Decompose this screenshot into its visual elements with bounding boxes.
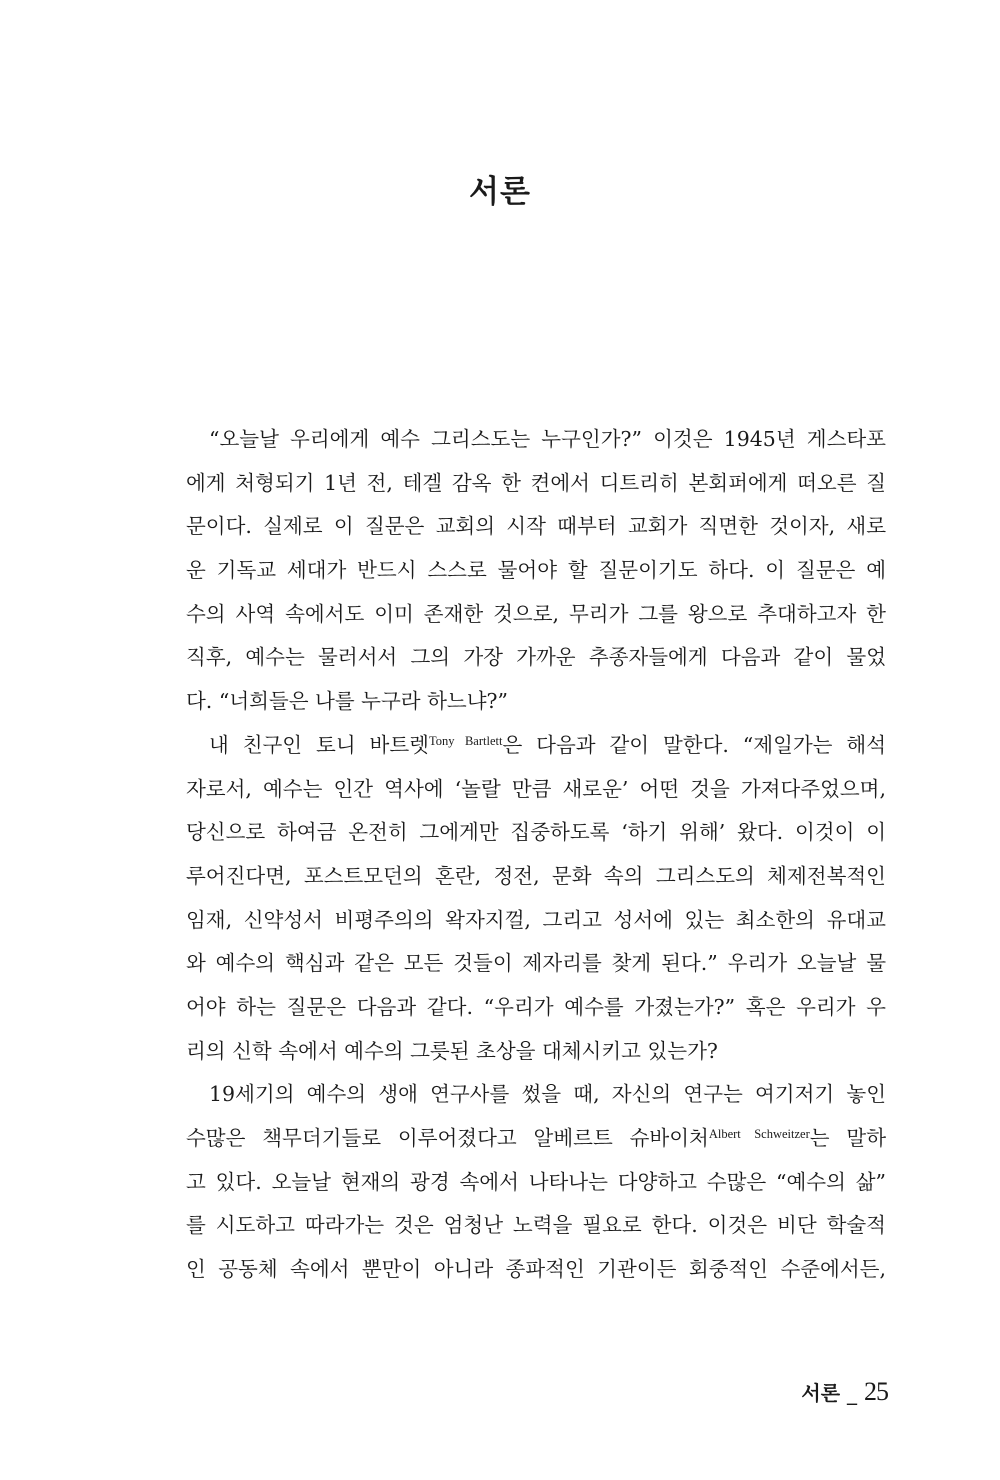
text-line: 운 기독교 세대가 반드시 스스로 물어야 할 질문이기도 하다. 이 질문은 예 <box>186 558 886 583</box>
text-line: 를 시도하고 따라가는 것은 엄청난 노력을 필요로 한다. 이것은 비단 학술적 <box>186 1213 886 1238</box>
text-line: 와 예수의 핵심과 같은 모든 것들이 제자리를 찾게 된다.” 우리가 오늘날 물 <box>186 951 886 976</box>
text-line: 다. “너희들은 나를 누구라 하느냐?” <box>186 689 508 714</box>
text-line: 루어진다면, 포스트모던의 혼란, 정전, 문화 속의 그리스도의 체제전복적인 <box>186 863 886 888</box>
paragraph-2 <box>186 724 886 1074</box>
text-line: 수의 사역 속에서도 이미 존재한 것으로, 무리가 그를 왕으로 추대하고자 한 <box>186 601 886 626</box>
text-line: 당신으로 하여금 온전히 그에게만 집중하도록 ‘하기 위해’ 왔다. 이것이 이 <box>186 820 886 845</box>
paragraph-1 <box>186 418 886 724</box>
text-line: 리의 신학 속에서 예수의 그릇된 초상을 대체시키고 있는가? <box>186 1038 718 1063</box>
chapter-title: 서론 <box>469 174 531 210</box>
text-line: 문이다. 실제로 이 질문은 교회의 시작 때부터 교회가 직면한 것이자, 새로 <box>186 514 886 539</box>
text-segment: 내 친구인 토니 바트렛 <box>209 732 429 757</box>
body-text <box>186 418 886 1292</box>
text-segment: 는 말하 <box>809 1126 886 1150</box>
text-line: 에게 처형되기 1년 전, 테겔 감옥 한 켠에서 디트리히 본회퍼에게 떠오른 질 <box>186 470 886 495</box>
page-number: 25 <box>864 1377 888 1406</box>
text-line: “오늘날 우리에게 예수 그리스도는 누구인가?” 이것은 1945년 게스타포 <box>209 427 886 451</box>
text-segment: 은 다음과 같이 말한다. “제일가는 해석 <box>502 732 886 757</box>
footer-separator: _ <box>847 1381 858 1405</box>
text-line: 임재, 신약성서 비평주의의 왁자지껄, 그리고 성서에 있는 최소한의 유대교 <box>186 907 886 932</box>
text-line: 인 공동체 속에서 뿐만이 아니라 종파적인 기관이든 회중적인 수준에서든, <box>186 1257 886 1282</box>
text-line: 고 있다. 오늘날 현재의 광경 속에서 나타나는 다양하고 수많은 “예수의 삶” <box>186 1169 886 1194</box>
running-head: 서론 <box>801 1381 841 1405</box>
page-footer <box>801 1377 888 1407</box>
paragraph-3 <box>186 1073 886 1291</box>
text-segment: 수많은 책무더기들로 이루어졌다고 알베르트 슈바이처 <box>186 1126 709 1150</box>
text-line: 자로서, 예수는 인간 역사에 ‘놀랄 만큼 새로운’ 어떤 것을 가져다주었으며, <box>186 776 886 801</box>
original-name-superscript: Albert Schweitzer <box>708 1127 810 1141</box>
text-line: 직후, 예수는 물러서서 그의 가장 가까운 추종자들에게 다음과 같이 물었 <box>186 645 886 670</box>
text-line <box>186 1117 886 1161</box>
text-line <box>186 724 886 768</box>
text-line: 19세기의 예수의 생애 연구사를 썼을 때, 자신의 연구는 여기저기 놓인 <box>209 1082 886 1107</box>
text-line: 어야 하는 질문은 다음과 같다. “우리가 예수를 가졌는가?” 혹은 우리가 우 <box>186 994 886 1019</box>
original-name-superscript: Tony Bartlett <box>428 733 503 748</box>
